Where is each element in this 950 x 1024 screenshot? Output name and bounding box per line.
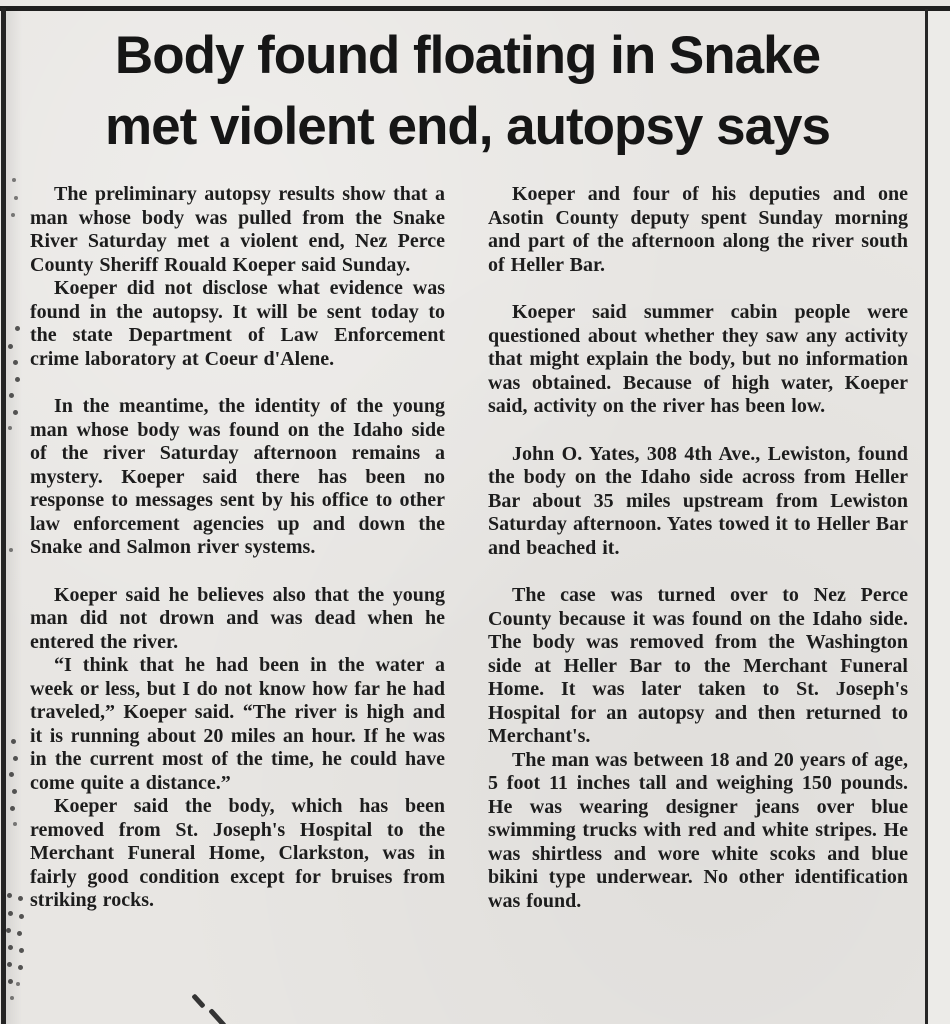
ink-dot bbox=[11, 739, 16, 744]
article-headline bbox=[20, 20, 915, 162]
article-paragraph: The case was turned over to Nez Perce County because it was found on the Idaho side. The body was removed from the Washington side at Heller Bar to the Merchant Funeral Home. It was later taken to St. Joseph's Hospital for an autopsy and then returned to Merchant's. bbox=[488, 584, 908, 747]
right-column bbox=[488, 183, 908, 913]
ink-dot bbox=[19, 948, 24, 953]
ink-dot bbox=[16, 982, 20, 986]
ink-dot bbox=[6, 928, 11, 933]
ink-dot bbox=[8, 979, 13, 984]
article-paragraph: Koeper did not disclose what evidence was found in the autopsy. It will be sent today to the state Department of Law Enforcement crime laboratory at Coeur d'Alene. bbox=[30, 277, 445, 370]
ink-dot bbox=[18, 896, 23, 901]
article-paragraph: Koeper said the body, which has been removed from St. Joseph's Hospital to the Merchant Funeral Home, Clarkston, was in fairly good condition except for bruises from striking rocks. bbox=[30, 795, 445, 911]
ink-dot bbox=[8, 911, 13, 916]
top-border-line bbox=[0, 6, 950, 11]
article-paragraph: Koeper said summer cabin people were questioned about whether they saw any activity that might explain the body, but no information was obtained. Because of high water, Koeper said, activity on the river has been low. bbox=[488, 301, 908, 417]
right-border-line bbox=[925, 9, 928, 1024]
ink-dot bbox=[15, 377, 20, 382]
pen-mark bbox=[208, 1008, 226, 1024]
ink-dot bbox=[13, 410, 18, 415]
article-paragraph: The preliminary autopsy results show that a man whose body was pulled from the Snake River Saturday met a violent end, Nez Perce County Sheriff Rouald Koeper said Sunday. bbox=[30, 183, 445, 276]
ink-dot bbox=[19, 914, 24, 919]
ink-dot bbox=[17, 931, 22, 936]
ink-dot bbox=[9, 393, 14, 398]
ink-dot bbox=[12, 178, 16, 182]
article-paragraph: In the meantime, the identity of the young man whose body was found on the Idaho side of the river Saturday afternoon remains a mystery. Koeper said there has been no response to messages sent by his office to other law enforcement agencies up and down the Snake and Salmon river systems. bbox=[30, 395, 445, 558]
ink-dot bbox=[18, 965, 23, 970]
ink-dot bbox=[8, 344, 13, 349]
ink-dot bbox=[13, 360, 18, 365]
ink-dot bbox=[9, 772, 14, 777]
page-edge-strip bbox=[928, 11, 950, 1024]
article-paragraph: “I think that he had been in the water a week or less, but I do not know how far he had traveled,” Koeper said. “The river is high and it is running about 20 miles an hour. If he was in the current most of the time, he could have come quite a distance.” bbox=[30, 654, 445, 794]
ink-dot bbox=[11, 213, 15, 217]
article-paragraph: The man was between 18 and 20 years of age, 5 foot 11 inches tall and weighing 150 pounds. He was wearing designer jeans over blue swimming trucks with red and white stripes. He was shirtless and wore white scoks and blue bikini type underwear. No other identification was found. bbox=[488, 748, 908, 912]
article-paragraph: Koeper said he believes also that the young man did not drown and was dead when he entered the river. bbox=[30, 583, 445, 653]
ink-dot bbox=[10, 996, 14, 1000]
ink-dot bbox=[7, 893, 12, 898]
ink-dot bbox=[7, 962, 12, 967]
ink-dot bbox=[13, 822, 17, 826]
ink-dot bbox=[14, 196, 18, 200]
pen-mark bbox=[191, 993, 205, 1008]
ink-dot bbox=[8, 426, 12, 430]
ink-dot bbox=[8, 945, 13, 950]
headline-line-1: Body found floating in Snake bbox=[114, 26, 821, 85]
ink-dot bbox=[15, 326, 20, 331]
article-paragraph: John O. Yates, 308 4th Ave., Lewiston, found the body on the Idaho side across from Heller Bar about 35 miles upstream from Lewiston Saturday afternoon. Yates towed it to Heller Bar and beached it. bbox=[488, 442, 908, 559]
left-column bbox=[30, 183, 445, 913]
headline-line-2: met violent end, autopsy says bbox=[104, 97, 830, 156]
ink-dot bbox=[10, 806, 15, 811]
article-paragraph: Koeper and four of his deputies and one Asotin County deputy spent Sunday morning and part of the afternoon along the river south of Heller Bar. bbox=[488, 183, 908, 276]
ink-dot bbox=[9, 548, 13, 552]
ink-dot bbox=[13, 756, 18, 761]
ink-dot bbox=[12, 789, 17, 794]
